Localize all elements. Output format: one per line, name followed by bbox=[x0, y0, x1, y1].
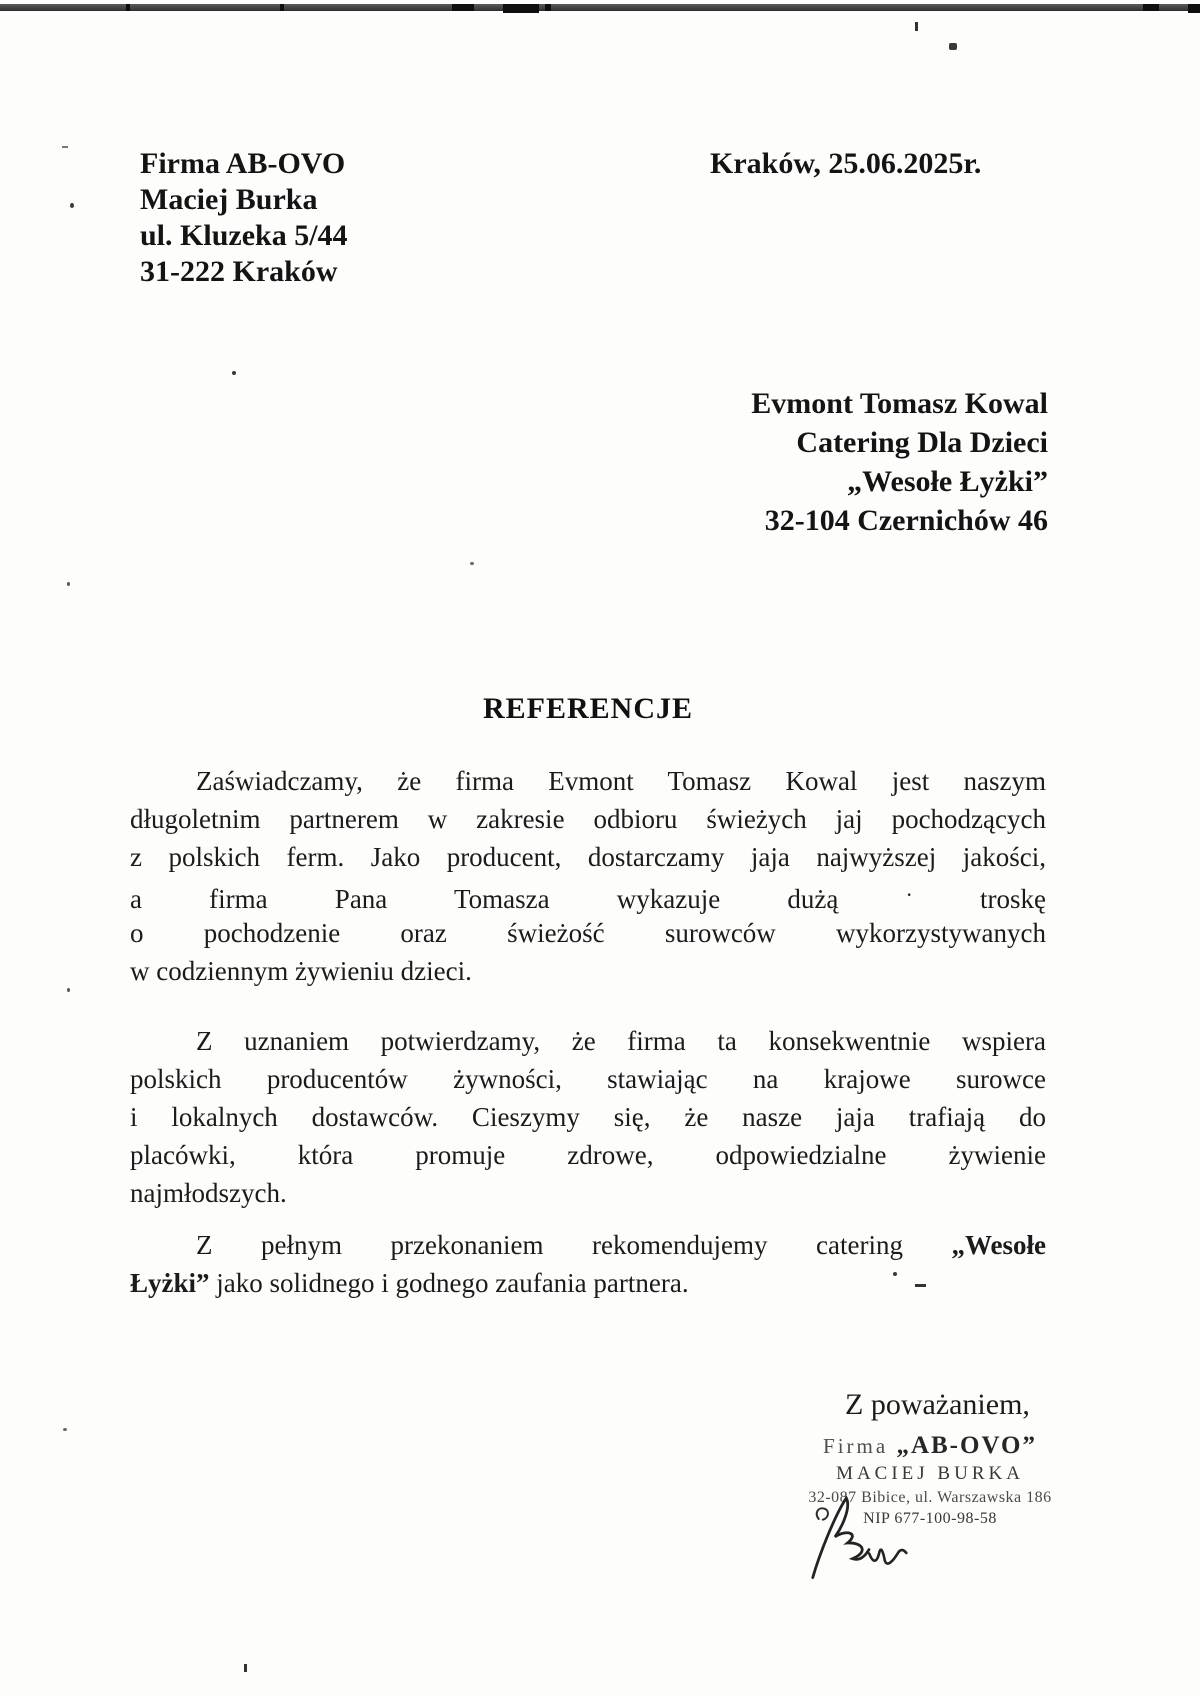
sender-street: ul. Kluzeka 5/44 bbox=[140, 219, 348, 252]
body-line: najmłodszych. bbox=[130, 1178, 287, 1208]
body-line: placówki, która promuje zdrowe, odpowiedzialne żywienie bbox=[130, 1140, 1046, 1170]
stamp-company-name: „AB-OVO” bbox=[896, 1432, 1037, 1459]
scan-speck bbox=[67, 582, 70, 586]
body-line: Łyżki” jako solidnego i godnego zaufania partnera. bbox=[130, 1268, 689, 1298]
body-line: a firma Pana Tomasza wykazuje dużą · troskę bbox=[130, 882, 1047, 914]
scan-speck: · bbox=[905, 882, 913, 907]
recipient-address-block bbox=[751, 384, 1048, 540]
scan-speck bbox=[70, 203, 74, 208]
stamp-owner-name: MACIEJ BURKA bbox=[836, 1463, 1024, 1484]
body-paragraph-2 bbox=[130, 1022, 1046, 1212]
body-line: długoletnim partnerem w zakresie odbioru świeżych jaj pochodzących bbox=[130, 804, 1046, 834]
body-line: z polskich ferm. Jako producent, dostarczamy jaja najwyższej jakości, bbox=[130, 842, 1046, 872]
sender-address-block bbox=[140, 146, 348, 290]
sender-company: Firma AB-OVO bbox=[140, 147, 346, 180]
body-line: Z uznaniem potwierdzamy, że firma ta konsekwentnie wspiera bbox=[196, 1026, 1046, 1056]
body-line: i lokalnych dostawców. Cieszymy się, że nasze jaja trafiają do bbox=[130, 1102, 1046, 1132]
stamp-company-prefix: Firma bbox=[823, 1434, 889, 1458]
stamp-address: 32-087 Bibice, ul. Warszawska 186 bbox=[808, 1489, 1052, 1506]
sender-city: 31-222 Kraków bbox=[140, 255, 338, 288]
scan-edge-artifact bbox=[0, 4, 1200, 11]
stamp-nip: NIP 677-100-98-58 bbox=[863, 1510, 997, 1527]
body-line: polskich producentów żywności, stawiając na krajowe surowce bbox=[130, 1064, 1046, 1094]
letter-title: REFERENCJE bbox=[482, 692, 694, 725]
sender-person: Maciej Burka bbox=[140, 183, 318, 216]
body-line: w codziennym żywieniu dzieci. bbox=[130, 956, 472, 986]
body-line: o pochodzenie oraz świeżość surowców wykorzystywanych bbox=[130, 918, 1046, 948]
scan-speck bbox=[67, 988, 70, 992]
body-line: Z pełnym przekonaniem rekomendujemy catering „Wesołe bbox=[196, 1230, 1046, 1260]
recipient-brand: „Wesołe Łyżki” bbox=[847, 465, 1048, 498]
body-paragraph-3 bbox=[130, 1226, 1046, 1302]
scan-speck bbox=[63, 1428, 67, 1431]
scan-speck bbox=[949, 43, 957, 50]
body-line: Zaświadczamy, że firma Evmont Tomasz Kowal jest naszym bbox=[196, 766, 1046, 796]
scan-speck bbox=[244, 1664, 247, 1672]
brand-name-bold: Łyżki” bbox=[130, 1268, 210, 1298]
scan-speck bbox=[915, 22, 918, 31]
scan-speck bbox=[470, 562, 474, 565]
body-paragraph-1 bbox=[130, 762, 1046, 990]
handwritten-signature bbox=[799, 1488, 925, 1584]
recipient-name: Evmont Tomasz Kowal bbox=[751, 387, 1048, 420]
place-and-date: Kraków, 25.06.2025r. bbox=[710, 147, 982, 180]
brand-name-bold: „Wesołe bbox=[951, 1230, 1046, 1260]
recipient-business: Catering Dla Dzieci bbox=[796, 426, 1048, 459]
scan-speck bbox=[232, 371, 236, 375]
closing-salutation: Z poważaniem, bbox=[845, 1388, 1030, 1421]
stamp-company-line bbox=[765, 1432, 1095, 1460]
scan-speck bbox=[62, 146, 68, 148]
recipient-city: 32-104 Czernichów 46 bbox=[764, 504, 1048, 537]
